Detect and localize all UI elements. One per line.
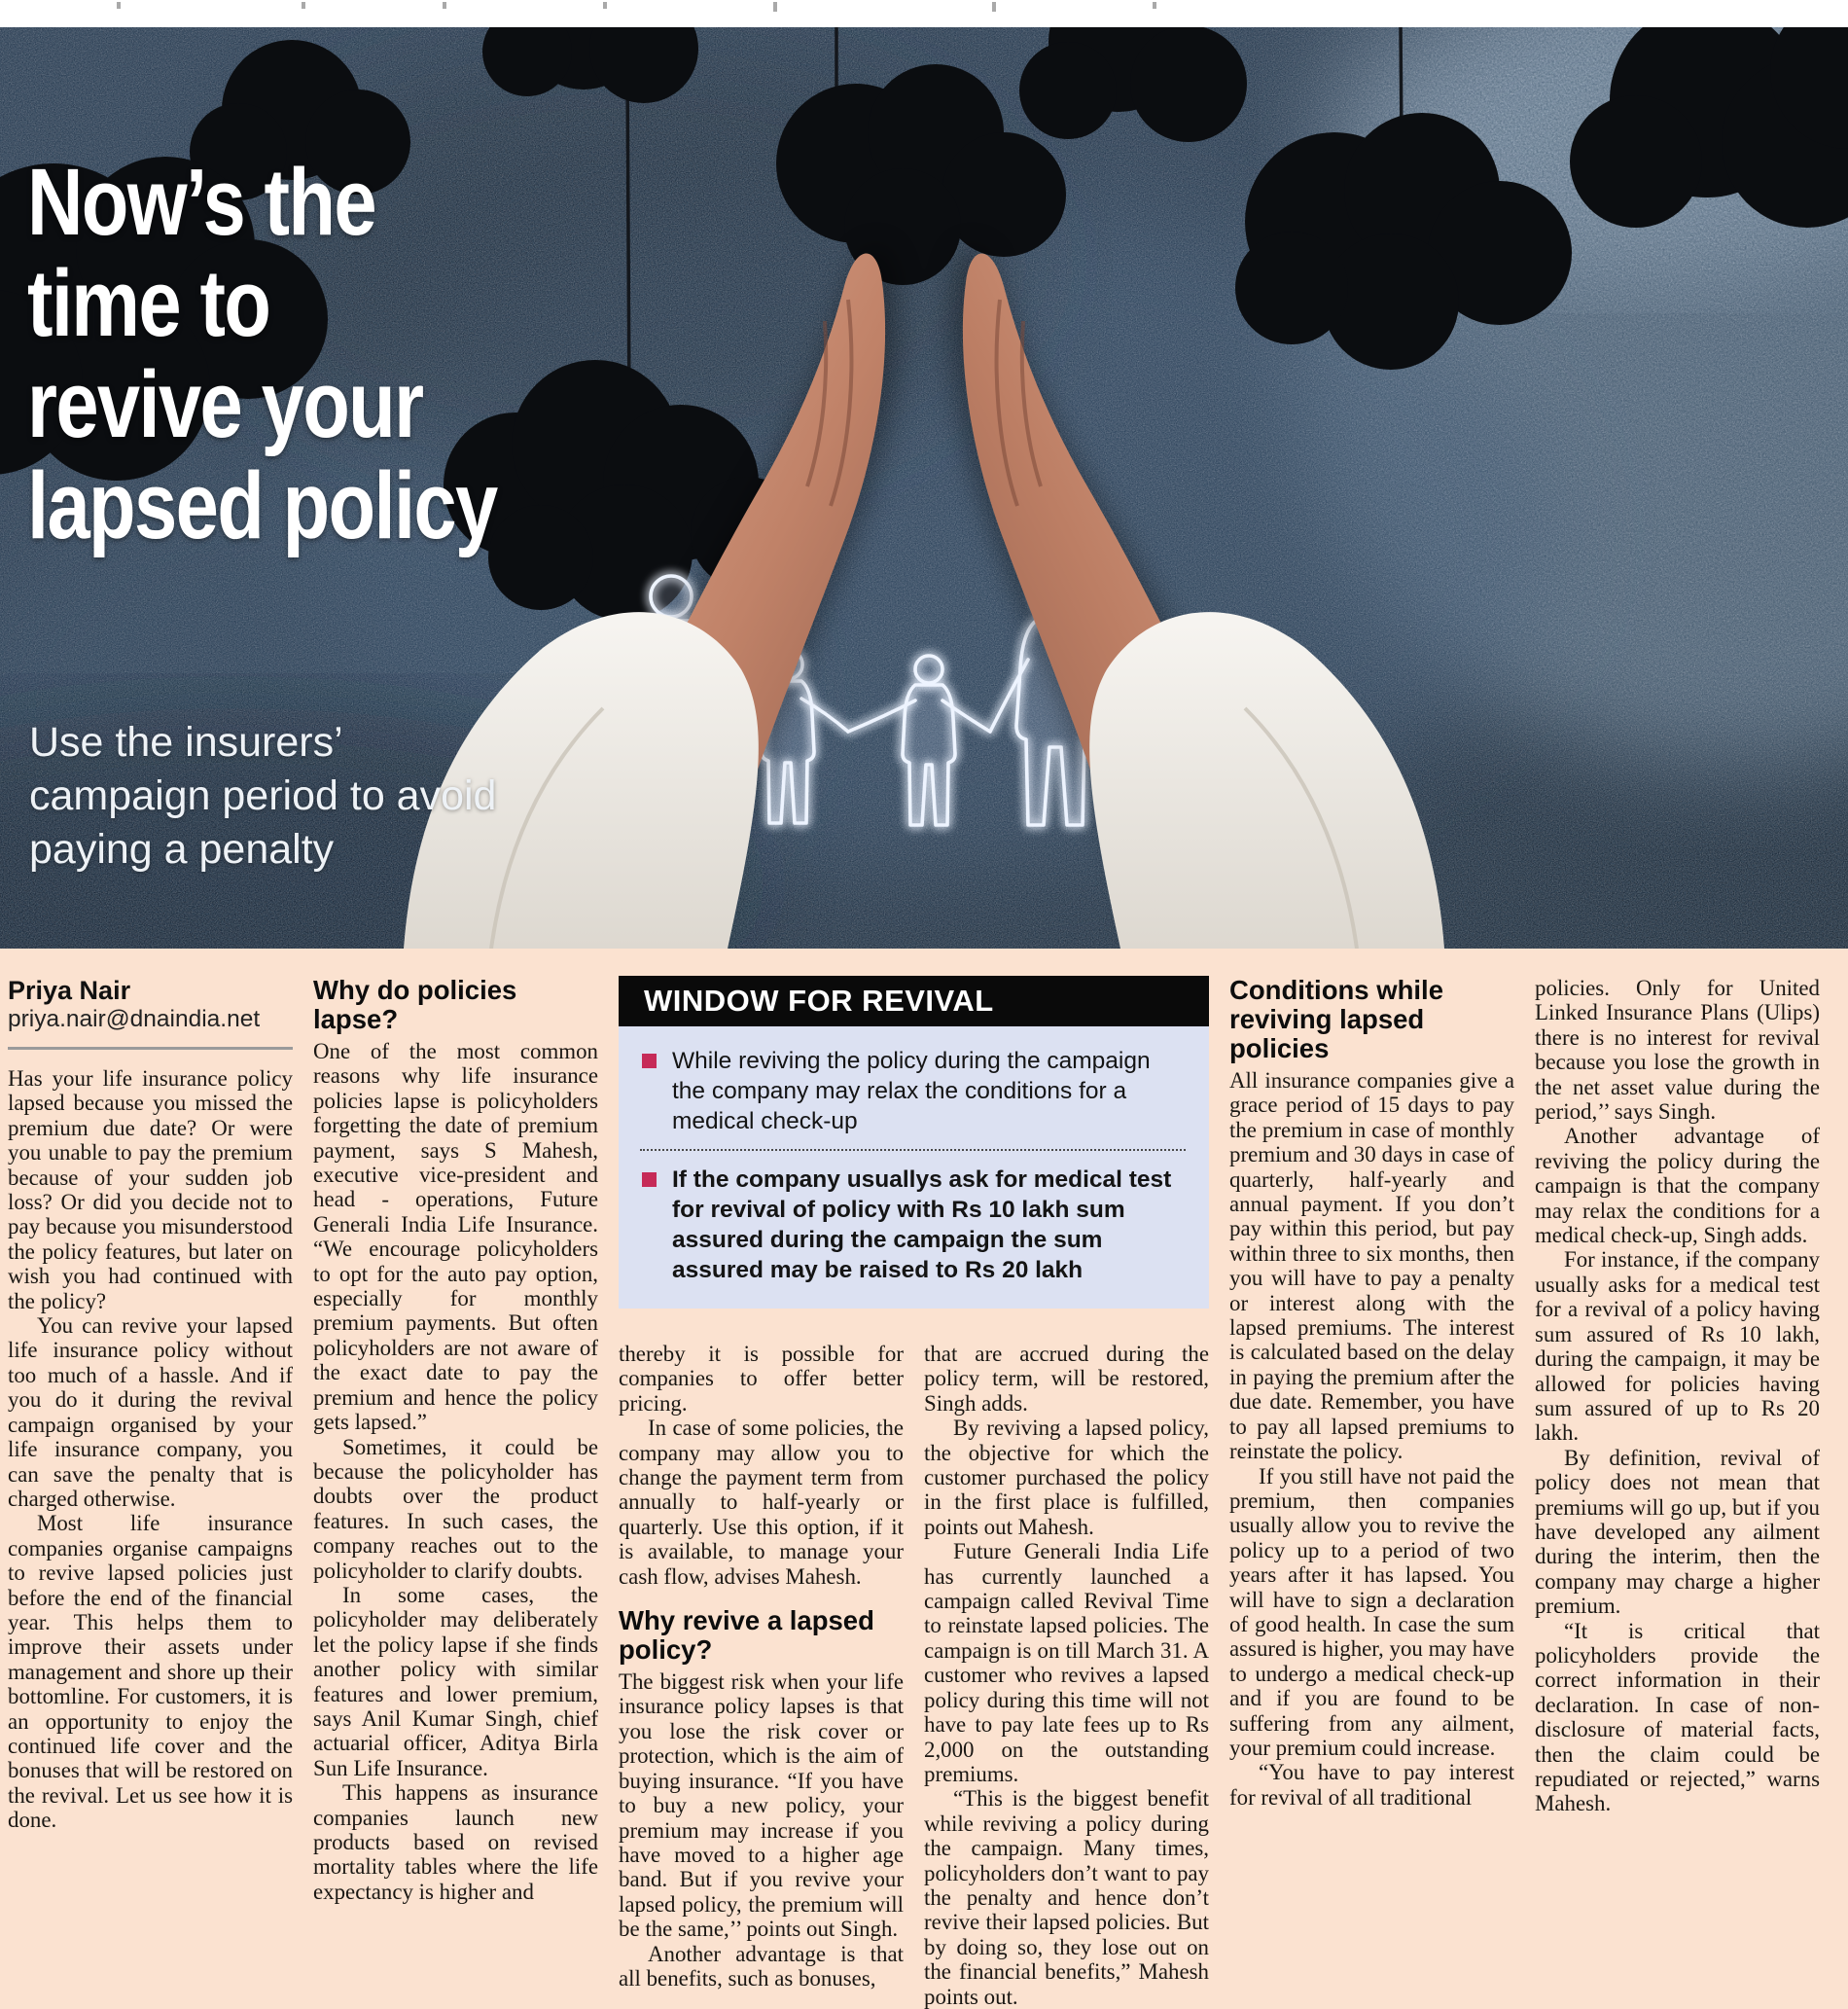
bullet-square-icon [642,1172,657,1187]
article-standfirst [29,716,496,877]
cut-text-mark [443,2,446,9]
column-5 [1229,976,1514,1810]
paragraph: Future Generali India Life has currently launched a campaign called Revival Time to reinstate lapsed policies. The campaign is on till March 31. A customer who revives a lapsed policy during this time will not have to pay late fees up to Rs 2,000 on the outstanding premiums. [924,1539,1209,1786]
byline-divider [8,1047,293,1050]
page-top-edge [0,0,1848,27]
bullet-square-icon [642,1054,657,1068]
standfirst-line: paying a penalty [29,826,335,873]
standfirst-line: campaign period to avoid [29,772,497,819]
standfirst-line: Use the insurers’ [29,719,343,766]
cut-text-mark [603,2,607,9]
paragraph: Has your life insurance policy lapsed because you missed the premium due date? Or were you unable to pay the premium because of your sudden job loss? Or did you decide not to pay because you misunderstood the policy features, but later on wish you had continued with the policy? [8,1066,293,1313]
paragraph: “This is the biggest benefit while reviving a policy during the campaign. Many times, policyholders don’t want to pay the penalty and hence don’t revive their lapsed policies. But by doing so, they lose out on the financial benefits,” Mahesh points out. [924,1786,1209,2009]
dotted-divider [640,1149,1186,1151]
cut-text-mark [302,2,305,9]
column-6 [1535,976,1820,1816]
cut-text-mark [117,2,121,9]
bullet-text: If the company usuallys ask for medical test for revival of policy with Rs 10 lakh sum assured during the campaign the sum assured may be raised to Rs 20 lakh [672,1166,1172,1283]
paragraph: For instance, if the company usually asks for a medical test for a revival of a policy having sum assured of Rs 10 lakh, during the campaign, it may be allowed for policies having sum assured of up to Rs 20 lakh. [1535,1247,1820,1446]
revival-box-title: WINDOW FOR REVIVAL [619,976,1209,1026]
article-body [0,949,1848,2009]
paragraph: Sometimes, it could be because the policyholder has doubts over the product features. In such cases, the company reaches out to the policyholder to clarify doubts. [313,1434,598,1583]
headline-line: Now’s the [27,149,375,255]
revival-box-body [619,1026,1209,1309]
paragraph: You can revive your lapsed life insurance policy without too much of a hassle. And if you do it during the revival campaign organised by your life insurance company, you can save the penalty that is charged otherwise. [8,1313,293,1511]
article-headline [27,149,497,558]
headline-line: time to [27,250,270,356]
column-1 [8,976,293,1833]
paragraph: In case of some policies, the company may allow you to change the payment term from annually to half-yearly or quarterly. Use this option, if it is available, to manage your cash flow, advises Mahesh. [619,1416,904,1589]
section-heading-why-policies-lapse: Why do policies lapse? [313,975,517,1034]
paragraph: Another advantage is that all benefits, such as bonuses, [619,1941,904,1991]
paragraph: This happens as insurance companies launch new products based on revised mortality tables where the life expectancy is higher and [313,1780,598,1904]
paragraph: By reviving a lapsed policy, the objective for which the customer purchased the policy in the first place is fulfilled, points out Mahesh. [924,1416,1209,1539]
paragraph: Most life insurance companies organise campaigns to revive lapsed policies just before the end of the financial year. This helps them to improve their assets under management and shore up their bottomline. For customers, it is an opportunity to enjoy the continued life cover and the bonuses that will be restored on the revival. Let us see how it is done. [8,1511,293,1833]
column-3 [619,1342,904,2009]
paragraph: thereby it is possible for companies to offer better pricing. [619,1342,904,1416]
window-for-revival-box [619,976,1209,1309]
paragraph: “It is critical that policyholders provide the correct information in their declaration. In case of non-disclosure of material facts, then the claim could be repudiated or rejected,” warns Mahesh. [1535,1618,1820,1816]
cut-text-mark [992,2,996,12]
column-2 [313,976,598,1904]
paragraph: Another advantage of reviving the policy during the campaign is that the company may relax the conditions for a medical check-up, Singh adds. [1535,1124,1820,1248]
paragraph: “You have to pay interest for revival of all traditional [1229,1760,1514,1810]
cut-text-mark [1153,2,1156,9]
paragraph: All insurance companies give a grace period of 15 days to pay the premium in case of monthly premium and 30 days in case of quarterly, half-yearly and annual payment. If you don’t pay within this period, but pay within three to six months, then you will have to pay a penalty or interest along with the lapsed premiums. The interest is calculated based on the delay in paying the premium after the due date. Remember, you have to pay all lapsed premiums to reinstate the policy. [1229,1068,1514,1464]
section-heading-conditions: Conditions while reviving lapsed policies [1229,975,1443,1063]
paragraph: The biggest risk when your life insurance policy lapses is that you lose the risk cover or protection, which is the aim of buying insurance. “If you have to buy a new policy, your premium may increase if you have moved to a higher age band. But if you revive your lapsed policy, the premium will be the same,’’ points out Singh. [619,1669,904,1942]
paragraph: One of the most common reasons why life insurance policies lapse is policyholders forgetting the date of premium payment, says S Mahesh, executive vice-president and head - operations, Future Generali India Life Insurance. “We encourage policyholders to opt for the auto pay option, especially for monthly premium payments. But often policyholders are not aware of the exact date to pay the premium and hence the policy gets lapsed.” [313,1039,598,1435]
paragraph: By definition, revival of policy does not mean that premiums will go up, but if you have developed any ailment during the interim, then the company may charge a higher premium. [1535,1445,1820,1619]
middle-columns [619,976,1209,2009]
headline-line: lapsed policy [27,452,497,558]
byline-email: priya.nair@dnaindia.net [8,1006,261,1032]
paragraph: In some cases, the policyholder may deliberately let the policy lapse if she finds another policy with similar features and lower premium, says Anil Kumar Singh, chief actuarial officer, Aditya Birla Sun Life Insurance. [313,1582,598,1780]
middle-text-columns [619,1342,1209,2009]
bullet-text: While reviving the policy during the campaign the company may relax the conditions for a medical check-up [672,1048,1151,1134]
paragraph: If you still have not paid the premium, then companies usually allow you to revive the policy up to a period of two years after it has lapsed. You will have to sign a declaration of good health. In case the sum assured is higher, you may have to undergo a medical check-up and if you are found to be suffering from any ailment, your premium could increase. [1229,1463,1514,1760]
revival-bullet-1 [640,1046,1186,1136]
column-4 [924,1342,1209,2009]
byline-author: Priya Nair [8,976,131,1005]
paragraph: that are accrued during the policy term, will be restored, Singh adds. [924,1342,1209,1416]
hero-image [0,27,1848,949]
revival-bullet-2 [640,1165,1186,1285]
paragraph: policies. Only for United Linked Insurance Plans (Ulips) there is no interest for revival because you lose the growth in the net asset value during the period,’’ says Singh. [1535,976,1820,1125]
headline-line: revive your [27,351,423,457]
section-heading-why-revive: Why revive a lapsed policy? [619,1605,874,1666]
cut-text-mark [773,2,777,12]
